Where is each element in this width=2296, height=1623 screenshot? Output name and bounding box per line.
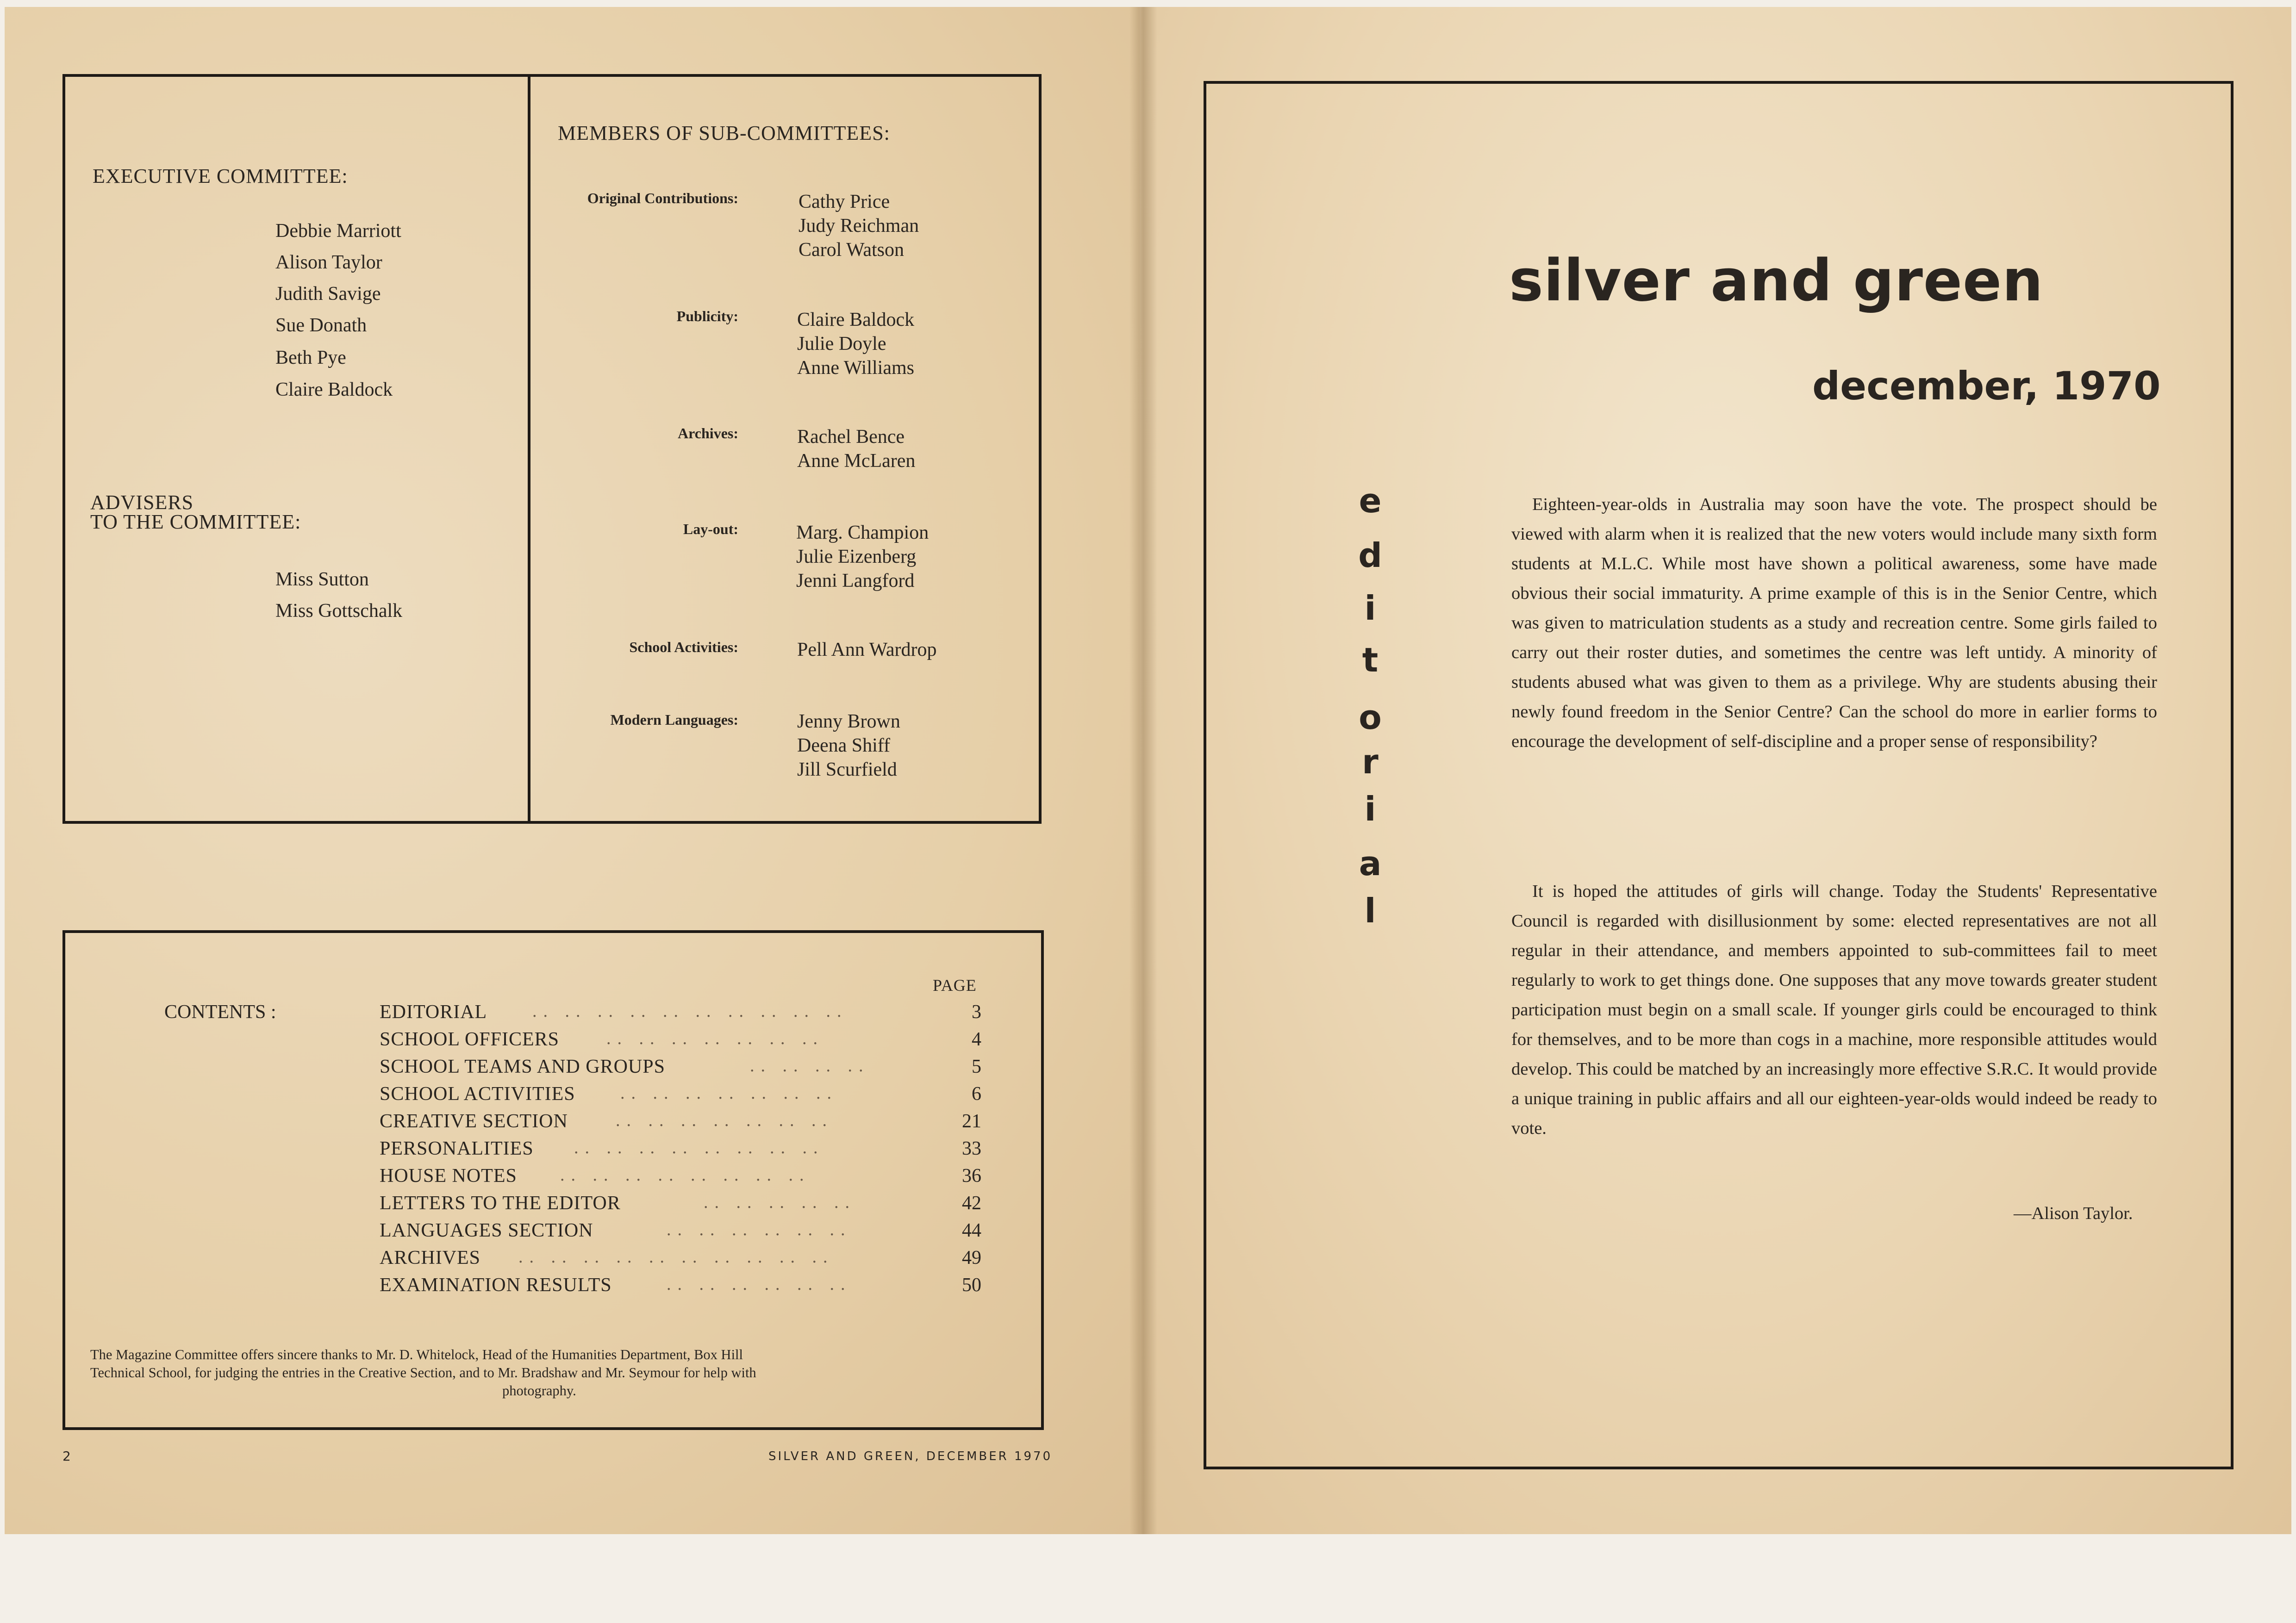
thanks-note-line: Technical School, for judging the entries in the Creative Section, and to Mr. Bradshaw and Mr. Seymour for help with — [90, 1365, 756, 1380]
subcommittee-label: School Activities: — [629, 639, 738, 655]
contents-item — [380, 1247, 981, 1275]
contents-page: 6 — [972, 1083, 981, 1105]
contents-page: 44 — [962, 1220, 981, 1241]
contents-item — [380, 1083, 981, 1111]
subcommittee-label: Lay-out: — [683, 521, 738, 537]
contents-title: HOUSE NOTES — [380, 1165, 517, 1187]
editorial-letter: d — [1358, 536, 1382, 575]
executive-member: Debbie Marriott — [275, 220, 401, 242]
subcommittee-member: Jenni Langford — [796, 570, 915, 591]
editorial-signature: —Alison Taylor. — [2014, 1204, 2133, 1223]
subcommittee-member: Judy Reichman — [799, 215, 919, 236]
contents-page: 4 — [972, 1029, 981, 1050]
footer-page-number: 2 — [62, 1449, 71, 1464]
subcommittee-member: Pell Ann Wardrop — [797, 639, 937, 660]
editorial-letter: a — [1359, 844, 1382, 883]
contents-page: 33 — [962, 1138, 981, 1159]
contents-item — [380, 1110, 981, 1138]
page-gutter — [1129, 7, 1157, 1534]
contents-page: 21 — [962, 1111, 981, 1132]
editorial-letter: e — [1359, 481, 1382, 520]
contents-title: SCHOOL TEAMS AND GROUPS — [380, 1056, 665, 1077]
advisers-heading-line1: ADVISERS — [90, 491, 194, 514]
contents-page: 3 — [972, 1001, 981, 1023]
contents-page: 50 — [962, 1275, 981, 1296]
contents-item — [380, 1028, 981, 1056]
editorial-paragraph-1: Eighteen-year-olds in Australia may soon have the vote. The prospect should be viewed with alarm when it is realized that the new voters would include many sixth form students at M.L.C. While most have shown a political awareness, some have made obvious their social immaturity. A prime example of this is in the Senior Centre, which was given to matriculation students as a study and recreation centre. Some girls failed to carry out their roster duties, and sometimes the centre was left untidy. A minority of students abused what was given to them as a privilege. Why are students abusing their newly found freedom in the Senior Centre? Can the school do more in earlier forms to encourage the development of self-discipline and a proper sense of responsibility? — [1511, 495, 2157, 751]
subcommittee-label: Modern Languages: — [610, 711, 738, 728]
executive-member: Sue Donath — [275, 315, 367, 336]
leader-dots: .. .. .. .. .. .. — [667, 1220, 852, 1239]
leader-dots: .. .. .. .. .. .. .. .. — [560, 1165, 811, 1185]
subcommittee-member: Anne Williams — [797, 357, 915, 379]
leader-dots: .. .. .. .. — [750, 1056, 870, 1076]
executive-member: Claire Baldock — [275, 379, 393, 400]
editorial-letter: r — [1362, 742, 1379, 781]
subcommittee-member: Deena Shiff — [797, 735, 890, 756]
contents-title: LETTERS TO THE EDITOR — [380, 1193, 621, 1214]
editorial-letter: o — [1359, 698, 1382, 737]
contents-item — [380, 1192, 981, 1220]
contents-title: ARCHIVES — [380, 1247, 481, 1269]
editorial-letter: i — [1364, 790, 1376, 828]
leader-dots: .. .. .. .. .. .. .. .. .. .. — [518, 1247, 834, 1267]
subcommittee-label: Archives: — [678, 425, 738, 442]
leader-dots: .. .. .. .. .. .. .. — [606, 1029, 824, 1048]
editorial-letter: t — [1362, 640, 1379, 679]
subcommittees-heading: MEMBERS OF SUB-COMMITTEES: — [558, 122, 890, 144]
footer-running-title: SILVER AND GREEN, DECEMBER 1970 — [768, 1449, 1053, 1463]
subcommittee-member: Julie Eizenberg — [796, 546, 917, 567]
adviser-member: Miss Sutton — [275, 569, 369, 590]
leader-dots: .. .. .. .. .. .. .. .. .. .. — [532, 1001, 848, 1021]
contents-title: SCHOOL OFFICERS — [380, 1029, 560, 1050]
subcommittee-member: Julie Doyle — [797, 333, 886, 354]
advisers-heading-line2: TO THE COMMITTEE: — [90, 510, 301, 533]
executive-heading: EXECUTIVE COMMITTEE: — [93, 165, 348, 187]
magazine-title: silver and green — [1509, 248, 2044, 314]
contents-label: CONTENTS : — [164, 1001, 276, 1023]
issue-date: december, 1970 — [1812, 363, 2161, 409]
leader-dots: .. .. .. .. .. .. — [667, 1275, 852, 1294]
subcommittee-member: Claire Baldock — [797, 309, 915, 330]
subcommittee-member: Marg. Champion — [796, 522, 929, 543]
contents-title: CREATIVE SECTION — [380, 1111, 568, 1132]
contents-title: EDITORIAL — [380, 1001, 487, 1023]
contents-page: 5 — [972, 1056, 981, 1077]
leader-dots: .. .. .. .. .. .. .. — [616, 1111, 833, 1130]
contents-page: 36 — [962, 1165, 981, 1187]
contents-page: 49 — [962, 1247, 981, 1269]
leader-dots: .. .. .. .. .. .. .. — [620, 1083, 838, 1103]
subcommittee-member: Cathy Price — [799, 191, 890, 212]
adviser-member: Miss Gottschalk — [275, 600, 403, 622]
contents-title: EXAMINATION RESULTS — [380, 1275, 612, 1296]
editorial-letter: i — [1364, 589, 1376, 628]
contents-title: LANGUAGES SECTION — [380, 1220, 593, 1241]
subcommittee-member: Jenny Brown — [797, 711, 900, 732]
subcommittee-member: Jill Scurfield — [797, 759, 897, 780]
contents-item — [380, 1001, 981, 1029]
contents-title: SCHOOL ACTIVITIES — [380, 1083, 575, 1105]
contents-page-header: PAGE — [933, 976, 977, 995]
subcommittee-label: Original Contributions: — [587, 190, 738, 206]
executive-member: Judith Savige — [275, 283, 381, 305]
contents-item — [380, 1274, 981, 1302]
executive-member: Beth Pye — [275, 347, 346, 368]
thanks-note-line: photography. — [502, 1383, 576, 1399]
contents-item — [380, 1219, 981, 1247]
contents-item — [380, 1056, 981, 1083]
thanks-note-line: The Magazine Committee offers sincere thanks to Mr. D. Whitelock, Head of the Humanities Department, Box Hill — [90, 1347, 743, 1362]
subcommittee-label: Publicity: — [676, 308, 738, 324]
editorial-paragraph-2: It is hoped the attitudes of girls will change. Today the Students' Representative Council is regarded with disillusionment by some: elected representatives are not all regular in their attendance, and members appointed to sub-committees fail to meet regularly to work to get things done. One supposes that any move towards greater student participation must begin on a small scale. If younger girls could be encouraged to think for themselves, and to be more than cogs in a machine, more responsible attitudes would develop. This could be matched by an increasingly more effective S.R.C. It would provide a unique training in public affairs and all our eighteen-year-olds would indeed be ready to vote. — [1511, 882, 2157, 1138]
contents-page: 42 — [962, 1193, 981, 1214]
subcommittee-member: Rachel Bence — [797, 426, 905, 448]
contents-title: PERSONALITIES — [380, 1138, 534, 1159]
leader-dots: .. .. .. .. .. — [704, 1193, 856, 1212]
executive-member: Alison Taylor — [275, 252, 382, 273]
subcommittee-member: Anne McLaren — [797, 450, 916, 472]
contents-item — [380, 1165, 981, 1193]
contents-item — [380, 1138, 981, 1165]
leader-dots: .. .. .. .. .. .. .. .. — [574, 1138, 824, 1157]
subcommittee-member: Carol Watson — [799, 239, 904, 261]
editorial-letter: l — [1364, 891, 1376, 930]
